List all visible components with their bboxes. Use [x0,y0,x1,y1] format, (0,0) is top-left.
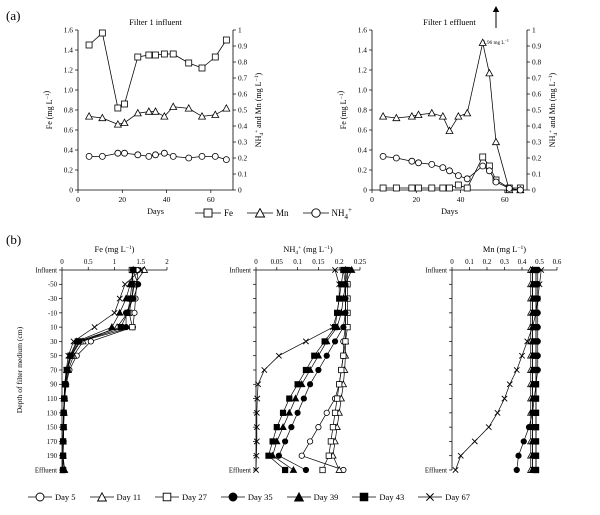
y-tick-label: Influent [229,267,251,275]
x-tick-label: 40 [456,195,465,204]
x-tick-label: 1.5 [136,258,146,266]
y-tick-label: Influent [425,267,447,275]
x-tick-label: 0.6 [552,258,562,266]
y-tick-label: 10 [50,324,57,332]
x-tick-label: 0.05 [270,258,283,266]
y2-axis-title: $NH_4^+$ and Mn (mg $L^{-1}$) [548,72,559,148]
x-tick-label: 0.4 [517,258,527,266]
filter1-influent [42,18,265,219]
y-tick-label: 0 [363,185,367,195]
y2-tick-label: 0.9 [532,41,542,51]
y-tick-label: Effluent [34,467,57,475]
y-tick-label: 0.6 [63,125,73,135]
legend-item-fe [195,208,233,218]
x-tick-label: 0.25 [353,258,367,266]
y-tick-label: 0.6 [357,125,367,135]
y-tick-label: 150 [46,424,57,432]
chart-title: Fe (mg $L^{-1}$) [94,245,135,254]
y2-tick-label: 1 [238,25,242,35]
y-axis-title: Depth of filter medium (cm) [15,326,24,414]
x-tick-label: 0.15 [312,258,325,266]
series-line-Day43 [63,270,133,470]
y-tick-label: 130 [46,410,57,418]
y-tick-label: 0.4 [357,145,367,155]
legend-label-fe: Fe [224,208,233,219]
x-tick-label: 0.1 [465,258,474,266]
x-axis-title: Days [441,207,458,216]
y-tick-label: 50 [50,353,57,361]
legend-item-day27 [155,492,207,502]
series-line-Day27 [63,270,133,470]
y-tick-label: 1.6 [357,25,367,35]
x-tick-label: 0.2 [482,258,492,266]
legend-label-day35: Day 35 [247,492,273,502]
y2-tick-label: 0 [532,185,536,195]
x-tick-label: 0 [370,195,374,204]
y2-tick-label: 0.7 [532,73,542,83]
legend-item-day43 [352,492,404,502]
y-tick-label: 1.4 [63,45,73,55]
y-tick-label: 1.2 [357,65,367,75]
y-tick-label: 1.0 [63,85,73,95]
y2-tick-label: 0.7 [238,73,248,83]
y2-tick-label: 0.6 [532,89,542,99]
y2-tick-label: 0.4 [238,121,248,131]
y2-tick-label: 0 [238,185,242,195]
legend-panel-b [28,492,484,502]
legend-item-mn [247,208,289,218]
legend-item-day35 [221,492,273,502]
depth-profile-mn [425,245,562,474]
y-tick-label: Effluent [424,467,447,475]
x-tick-label: 40 [162,195,171,204]
y-tick-label: -50 [47,281,57,289]
y-tick-label: 70 [50,367,57,375]
legend-label-day39: Day 39 [313,492,339,502]
x-tick-label: 0 [450,258,454,266]
legend-item-day39 [287,492,339,502]
y2-tick-label: 0.2 [238,153,248,163]
legend-label-day5: Day 5 [55,492,76,502]
y-tick-label: 0 [69,185,73,195]
y2-tick-label: 0.5 [238,105,248,115]
y2-tick-label: 0.1 [532,169,542,179]
y2-tick-label: 1 [532,25,536,35]
series-line-Mn [383,43,520,190]
chart-title: Filter 1 effluent [423,18,476,27]
legend-item-nh4 [303,206,352,221]
series-line-Day67 [256,270,339,470]
y-tick-label: 0.2 [63,165,73,175]
panel-a-label: (a) [6,8,21,23]
panel-a-charts [0,2,600,232]
y-tick-label: 110 [47,395,57,403]
x-tick-label: 60 [207,195,215,204]
y-tick-label: 170 [46,438,57,446]
x-tick-label: 0.1 [293,258,302,266]
legend-label-day43: Day 43 [379,492,405,502]
x-tick-label: 0.3 [500,258,509,266]
x-tick-label: 60 [501,195,509,204]
x-tick-label: 2 [165,258,169,266]
y-tick-label: 1.2 [63,65,73,75]
y-tick-label: -30 [47,295,57,303]
y2-tick-label: 0.9 [238,41,248,51]
legend-label-mn: Mn [276,208,289,219]
panel-b-charts [0,236,600,491]
x-tick-label: 20 [118,195,127,204]
y-tick-label: Effluent [228,467,251,475]
x-axis-title: Days [147,207,164,216]
legend-item-day67 [418,492,470,502]
y-tick-label: 30 [50,338,57,346]
y-tick-label: Influent [35,267,57,275]
annotation-label: 1.96 mg $L^{-1}$ [483,38,509,46]
y-tick-label: 1.6 [63,25,73,35]
legend-label-day27: Day 27 [182,492,207,502]
y-axis-title: Fe (mg $L^{-1}$) [336,90,348,130]
y2-tick-label: 0.3 [238,137,248,147]
panel-b-label: (b) [6,232,22,247]
depth-profile-fe [15,245,169,474]
x-tick-label: 0 [60,258,64,266]
y-tick-label: 190 [46,453,57,461]
legend-label-day67: Day 67 [445,492,471,502]
y2-tick-label: 0.5 [532,105,542,115]
x-tick-label: 0.5 [535,258,544,266]
series-line-Day39 [63,270,133,470]
legend-item-day11 [90,492,141,502]
y2-tick-label: 0.1 [238,169,248,179]
y2-tick-label: 0.4 [532,121,542,131]
y-tick-label: 0.8 [357,105,367,115]
x-tick-label: 1 [112,258,117,266]
chart-title: Mn (mg $L^{-1}$) [482,245,527,254]
x-tick-label: 0 [254,258,258,266]
x-tick-label: 0.2 [334,258,344,266]
y-tick-label: 1.4 [357,45,367,55]
y-tick-label: 0.8 [63,105,73,115]
y-tick-label: 0.4 [63,145,73,155]
series-line-Mn [89,107,226,125]
y-tick-label: 0.2 [357,165,367,175]
x-tick-label: 20 [412,195,421,204]
legend-panel-a [195,206,366,221]
y2-axis-title: $NH_4^+$ and Mn (mg $L^{-1}$) [254,72,265,148]
legend-label-day11: Day 11 [116,492,142,502]
y-tick-label: 1.0 [357,85,367,95]
y2-tick-label: 0.8 [532,57,542,67]
legend-label-nh4: $NH_4^+$ [331,206,352,221]
y2-tick-label: 0.3 [532,137,542,147]
x-tick-label: 0 [76,195,80,204]
y-tick-label: -10 [47,310,57,318]
chart-title: Filter 1 influent [129,18,182,27]
y-axis-title: Fe (mg $L^{-1}$) [42,90,54,130]
depth-profile-nh4 [229,245,367,474]
filter1-effluent [336,6,559,216]
y2-tick-label: 0.6 [238,89,248,99]
series-line-Fe [89,33,226,108]
legend-item-day5 [28,492,76,502]
y2-tick-label: 0.2 [532,153,542,163]
y-tick-label: 90 [50,381,57,389]
y2-tick-label: 0.8 [238,57,248,67]
chart-title: $NH_4^+$ (mg $L^{-1}$) [283,245,333,256]
x-tick-label: 0.5 [83,258,93,266]
